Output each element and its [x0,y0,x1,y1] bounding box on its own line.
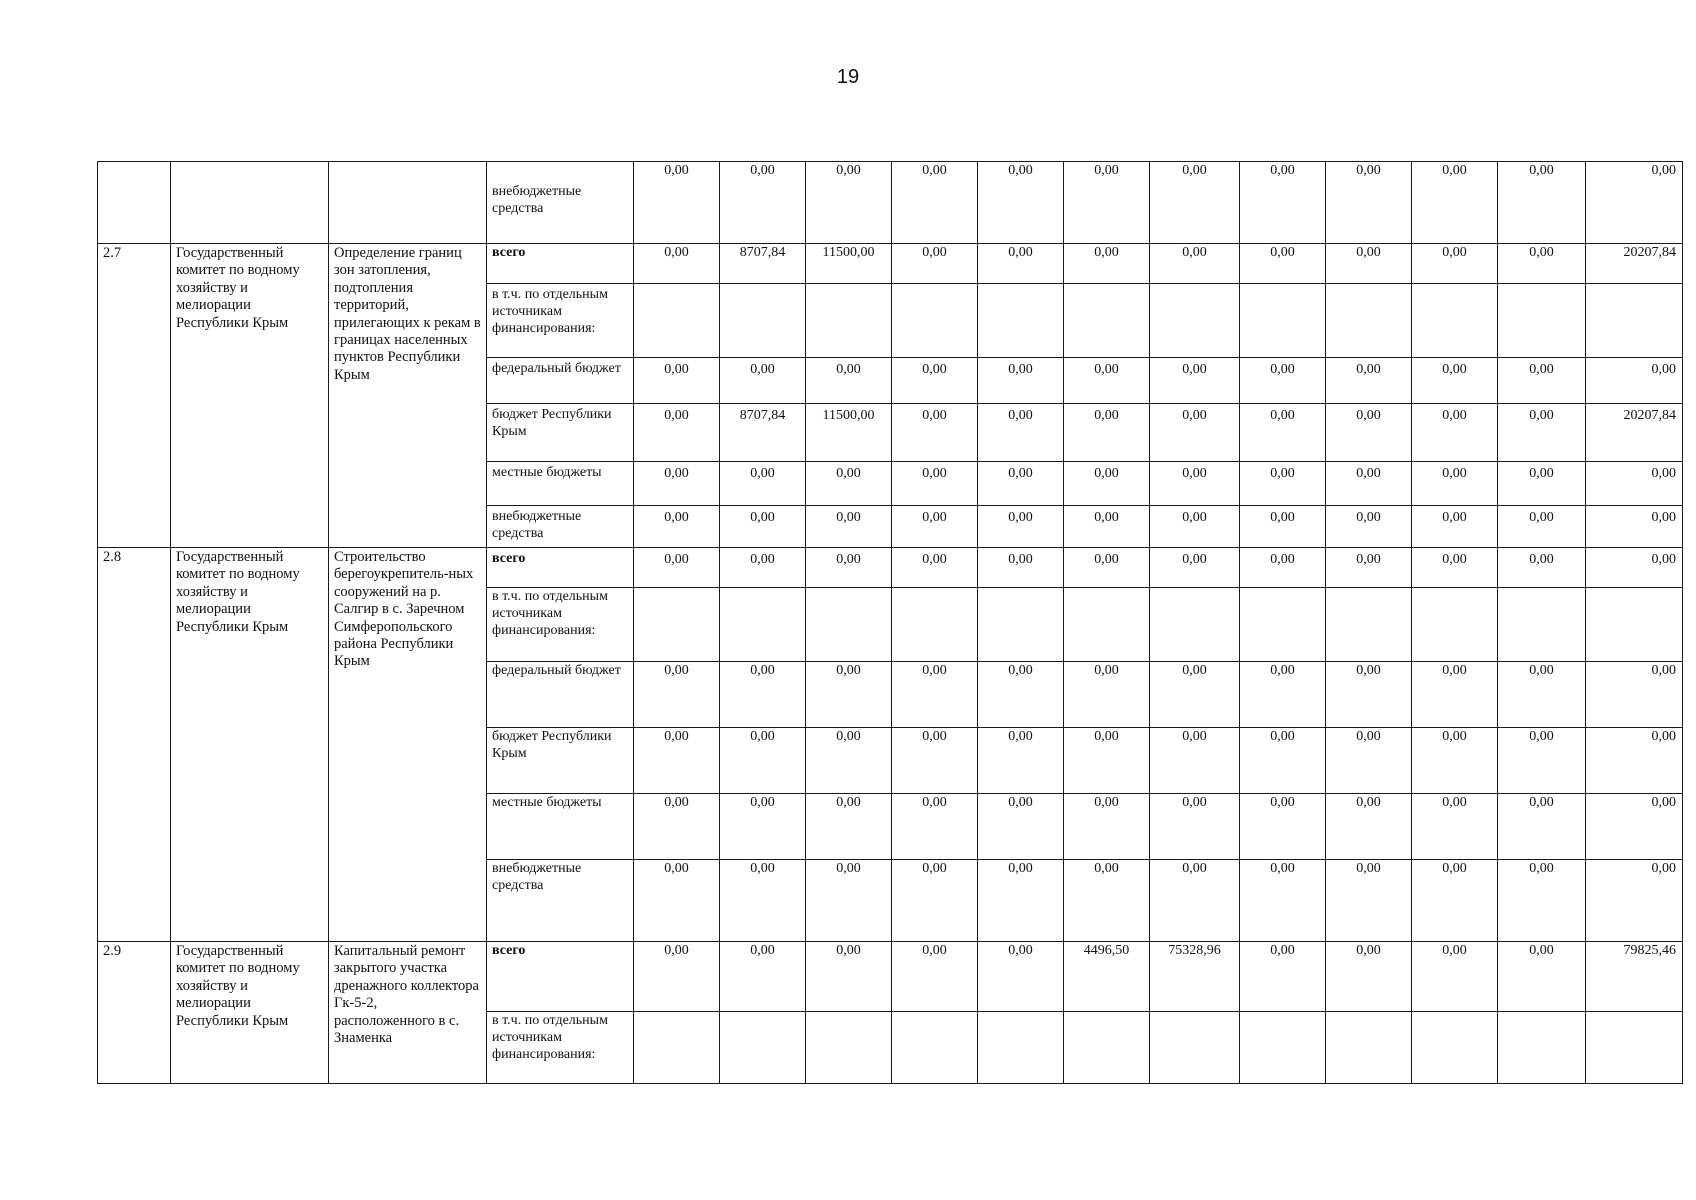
amount-cell: 0,00 [892,506,978,548]
amount-cell: 0,00 [892,462,978,506]
amount-cell: 0,00 [1326,462,1412,506]
amount-cell: 0,00 [978,404,1064,462]
amount-cell: 0,00 [806,506,892,548]
table-row [98,244,1683,284]
amount-cell: 0,00 [1240,358,1326,404]
amount-cell: 0,00 [1326,162,1412,244]
amount-cell: 0,00 [1498,728,1586,794]
amount-cell: 0,00 [720,506,806,548]
amount-cell: 20207,84 [1586,244,1683,284]
amount-cell: 0,00 [1240,244,1326,284]
amount-cell-empty [1498,284,1586,358]
amount-cell: 0,00 [978,662,1064,728]
amount-cell: 0,00 [1412,794,1498,860]
amount-cell: 0,00 [1240,506,1326,548]
amount-cell-empty [1064,284,1150,358]
amount-cell: 0,00 [1064,404,1150,462]
amount-cell: 11500,00 [806,404,892,462]
amount-cell: 8707,84 [720,244,806,284]
funding-source: всего [487,244,634,284]
amount-cell-empty [720,284,806,358]
amount-cell: 0,00 [720,162,806,244]
measure-name: Капитальный ремонт закрытого участка дренажного коллектора Гк-5-2, расположенного в с. Знаменка [329,942,487,1084]
amount-cell: 0,00 [1326,506,1412,548]
amount-cell-empty [1240,284,1326,358]
amount-cell: 0,00 [806,358,892,404]
amount-cell: 0,00 [978,942,1064,1012]
amount-cell: 0,00 [1412,860,1498,942]
amount-cell: 0,00 [634,244,720,284]
amount-cell-empty [634,1012,720,1084]
amount-cell: 0,00 [892,942,978,1012]
amount-cell-empty [634,284,720,358]
amount-cell: 0,00 [1240,728,1326,794]
amount-cell: 0,00 [1240,662,1326,728]
amount-cell: 0,00 [1498,662,1586,728]
amount-cell: 0,00 [1150,662,1240,728]
amount-cell: 0,00 [892,244,978,284]
amount-cell: 0,00 [1150,244,1240,284]
amount-cell: 0,00 [1240,162,1326,244]
amount-cell: 0,00 [1064,244,1150,284]
amount-cell: 0,00 [1586,662,1683,728]
amount-cell: 0,00 [1150,794,1240,860]
amount-cell-empty [978,588,1064,662]
funding-source: местные бюджеты [487,462,634,506]
measure-empty [329,162,487,244]
amount-cell-empty [720,588,806,662]
amount-cell: 0,00 [634,662,720,728]
funding-source: бюджет Республики Крым [487,728,634,794]
amount-cell-empty [806,284,892,358]
amount-cell: 0,00 [806,794,892,860]
amount-cell-empty [978,284,1064,358]
amount-cell: 0,00 [1326,358,1412,404]
amount-cell: 0,00 [1498,162,1586,244]
amount-cell: 0,00 [1412,548,1498,588]
amount-cell: 0,00 [978,462,1064,506]
amount-cell: 0,00 [892,404,978,462]
amount-cell: 0,00 [806,942,892,1012]
amount-cell-empty [1240,588,1326,662]
amount-cell: 0,00 [1064,358,1150,404]
amount-cell: 0,00 [1150,728,1240,794]
amount-cell: 0,00 [720,358,806,404]
amount-cell: 0,00 [720,860,806,942]
amount-cell: 11500,00 [806,244,892,284]
amount-cell-empty [1064,1012,1150,1084]
amount-cell-empty [978,1012,1064,1084]
amount-cell-empty [1064,588,1150,662]
amount-cell: 0,00 [978,728,1064,794]
amount-cell: 0,00 [806,728,892,794]
amount-cell: 0,00 [1498,860,1586,942]
amount-cell: 0,00 [1412,728,1498,794]
amount-cell: 0,00 [892,358,978,404]
amount-cell: 0,00 [978,162,1064,244]
amount-cell: 0,00 [720,548,806,588]
amount-cell: 0,00 [1586,728,1683,794]
amount-cell: 0,00 [1412,358,1498,404]
amount-cell: 0,00 [978,358,1064,404]
amount-cell: 0,00 [1240,794,1326,860]
item-number-empty [98,162,171,244]
item-number: 2.7 [98,244,171,548]
amount-cell: 0,00 [634,462,720,506]
amount-cell: 0,00 [1498,548,1586,588]
amount-cell-empty [1412,588,1498,662]
funding-source: всего [487,942,634,1012]
amount-cell-empty [892,284,978,358]
amount-cell: 4496,50 [1064,942,1150,1012]
amount-cell: 0,00 [1150,506,1240,548]
amount-cell-empty [1150,588,1240,662]
amount-cell: 0,00 [1064,728,1150,794]
amount-cell: 0,00 [1064,462,1150,506]
amount-cell: 0,00 [720,794,806,860]
amount-cell: 0,00 [1498,506,1586,548]
amount-cell-empty [892,1012,978,1084]
amount-cell: 0,00 [1412,462,1498,506]
amount-cell: 0,00 [892,162,978,244]
funding-source: внебюджетные средства [487,162,634,244]
table-row [98,162,1683,244]
amount-cell: 20207,84 [1586,404,1683,462]
amount-cell-empty [806,1012,892,1084]
amount-cell: 0,00 [634,548,720,588]
amount-cell: 79825,46 [1586,942,1683,1012]
funding-source: внебюджетные средства [487,860,634,942]
funding-source: в т.ч. по отдельным источникам финансирования: [487,284,634,358]
amount-cell: 0,00 [1326,244,1412,284]
amount-cell: 0,00 [720,942,806,1012]
amount-cell: 0,00 [1150,358,1240,404]
amount-cell-empty [1150,1012,1240,1084]
funding-source: в т.ч. по отдельным источникам финансирования: [487,588,634,662]
amount-cell-empty [720,1012,806,1084]
amount-cell: 0,00 [1240,404,1326,462]
executor-name: Государственный комитет по водному хозяйству и мелиорации Республики Крым [171,548,329,942]
amount-cell: 0,00 [1150,548,1240,588]
amount-cell: 0,00 [1586,162,1683,244]
amount-cell: 0,00 [1498,462,1586,506]
amount-cell: 0,00 [1412,662,1498,728]
amount-cell: 0,00 [1498,404,1586,462]
amount-cell: 0,00 [634,728,720,794]
amount-cell: 75328,96 [1150,942,1240,1012]
amount-cell: 0,00 [1326,404,1412,462]
amount-cell: 0,00 [634,358,720,404]
measure-name: Строительство берегоукрепитель-ных сооружений на р. Салгир в с. Заречном Симферопольского района Республики Крым [329,548,487,942]
amount-cell: 0,00 [634,860,720,942]
amount-cell: 0,00 [978,548,1064,588]
amount-cell: 0,00 [978,860,1064,942]
amount-cell-empty [1150,284,1240,358]
amount-cell-empty [1586,588,1683,662]
funding-source: федеральный бюджет [487,358,634,404]
amount-cell: 0,00 [978,506,1064,548]
amount-cell: 0,00 [1498,794,1586,860]
amount-cell-empty [1586,1012,1683,1084]
amount-cell: 0,00 [1240,462,1326,506]
amount-cell: 0,00 [892,860,978,942]
amount-cell: 0,00 [634,404,720,462]
amount-cell: 0,00 [1150,404,1240,462]
amount-cell-empty [892,588,978,662]
amount-cell: 0,00 [1586,860,1683,942]
table-row [98,942,1683,1012]
executor-name: Государственный комитет по водному хозяйству и мелиорации Республики Крым [171,942,329,1084]
amount-cell: 0,00 [1150,162,1240,244]
executor-name: Государственный комитет по водному хозяйству и мелиорации Республики Крым [171,244,329,548]
funding-source: местные бюджеты [487,794,634,860]
page-number: 19 [836,66,860,88]
funding-source: всего [487,548,634,588]
amount-cell-empty [1326,1012,1412,1084]
amount-cell: 0,00 [1412,942,1498,1012]
amount-cell: 0,00 [1586,794,1683,860]
amount-cell: 0,00 [1326,794,1412,860]
amount-cell: 0,00 [978,244,1064,284]
amount-cell: 0,00 [720,728,806,794]
amount-cell: 0,00 [1586,548,1683,588]
amount-cell: 0,00 [634,794,720,860]
funding-source: внебюджетные средства [487,506,634,548]
measure-name: Определение границ зон затопления, подтопления территорий, прилегающих к рекам в границах населенных пунктов Республики Крым [329,244,487,548]
amount-cell: 0,00 [806,662,892,728]
funding-source: федеральный бюджет [487,662,634,728]
amount-cell: 0,00 [1240,942,1326,1012]
amount-cell: 0,00 [1412,162,1498,244]
amount-cell-empty [1412,284,1498,358]
amount-cell: 0,00 [634,942,720,1012]
amount-cell: 0,00 [1498,942,1586,1012]
amount-cell: 0,00 [806,548,892,588]
amount-cell-empty [1498,588,1586,662]
amount-cell: 0,00 [1240,548,1326,588]
table-row [98,548,1683,588]
amount-cell-empty [634,588,720,662]
amount-cell: 0,00 [892,548,978,588]
financing-table [97,161,1683,1084]
amount-cell: 0,00 [1326,942,1412,1012]
amount-cell: 0,00 [1326,860,1412,942]
amount-cell: 0,00 [1586,506,1683,548]
amount-cell: 0,00 [1326,662,1412,728]
amount-cell: 0,00 [892,728,978,794]
executor-empty [171,162,329,244]
amount-cell-empty [1326,284,1412,358]
amount-cell: 0,00 [1064,662,1150,728]
amount-cell: 0,00 [1064,506,1150,548]
item-number: 2.9 [98,942,171,1084]
funding-source: в т.ч. по отдельным источникам финансирования: [487,1012,634,1084]
amount-cell: 0,00 [1412,506,1498,548]
amount-cell-empty [1326,588,1412,662]
amount-cell: 0,00 [1586,462,1683,506]
amount-cell-empty [1240,1012,1326,1084]
amount-cell: 0,00 [1064,162,1150,244]
amount-cell: 0,00 [1150,860,1240,942]
amount-cell: 0,00 [806,162,892,244]
amount-cell: 0,00 [1412,404,1498,462]
amount-cell: 0,00 [720,662,806,728]
amount-cell: 0,00 [892,662,978,728]
amount-cell: 0,00 [720,462,806,506]
amount-cell: 0,00 [806,462,892,506]
funding-source: бюджет Республики Крым [487,404,634,462]
amount-cell: 0,00 [634,506,720,548]
amount-cell-empty [1412,1012,1498,1084]
amount-cell-empty [806,588,892,662]
amount-cell: 0,00 [978,794,1064,860]
amount-cell-empty [1586,284,1683,358]
amount-cell: 0,00 [1498,358,1586,404]
amount-cell: 0,00 [1586,358,1683,404]
amount-cell: 0,00 [892,794,978,860]
amount-cell: 0,00 [806,860,892,942]
amount-cell: 0,00 [1326,548,1412,588]
amount-cell: 0,00 [1064,548,1150,588]
amount-cell-empty [1498,1012,1586,1084]
amount-cell: 0,00 [1064,860,1150,942]
amount-cell: 0,00 [1240,860,1326,942]
amount-cell: 0,00 [1412,244,1498,284]
amount-cell: 0,00 [634,162,720,244]
amount-cell: 0,00 [1498,244,1586,284]
amount-cell: 0,00 [1064,794,1150,860]
amount-cell: 0,00 [1150,462,1240,506]
item-number: 2.8 [98,548,171,942]
amount-cell: 8707,84 [720,404,806,462]
amount-cell: 0,00 [1326,728,1412,794]
